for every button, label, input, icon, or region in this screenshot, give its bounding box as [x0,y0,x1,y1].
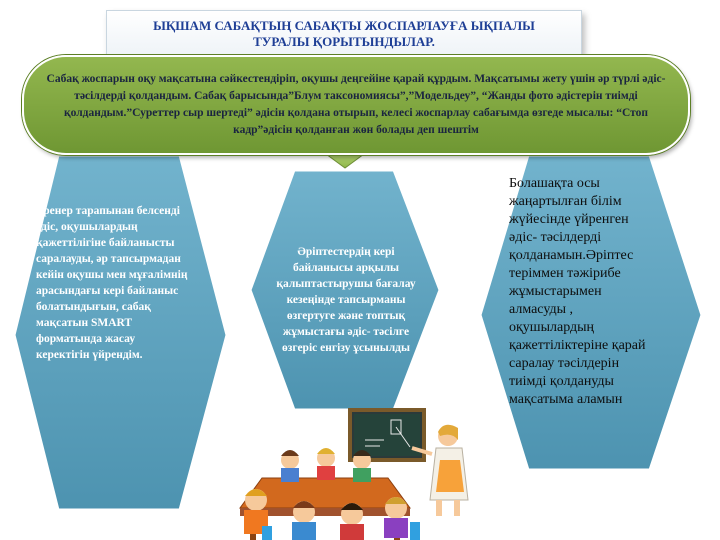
title-banner [106,10,582,58]
page-title [134,18,554,50]
classroom-illustration [240,410,468,540]
hexagon-left-text: Тренер тарапынан белсенді әдіс, оқушылардың қажеттілігіне байланысты саралауды, әр тапсырмадан кейін оқушы мен мұғалімнің арасындағы кері байланыс болатындығын, сабақ мақсатын SMART форматында жасау керектігін үйрендім. [36,205,188,361]
title-line-2: ТУРАЛЫ ҚОРЫТЫНДЫЛАР. [253,34,435,49]
summary-text: Сабақ жоспарын оқу мақсатына сәйкестендіріп, оқушы деңгейіне қарай құрдым. Мақсатымы жету үшін әр түрлі әдіс-тәсілдерді қолдандым. Сабақ барысында”Блум таксономиясы”,”Модельдеу”, “Жанды фото әдістерін тиімді қолдандым.”Суреттер сыр шертеді” әдісін қолдана отырып, келесі жоспарлау сабағымда өзгеде мысалы: “Стоп кадр”әдісін қолданған жөн болады деп шештім [46,73,666,136]
hexagon-middle-text: Әріптестердің кері байланысы арқылы қалыптастырушы бағалау кезеңінде тапсырманы өзгертуге және топтық жұмыстағы әдіс- тәсілге өзгеріс енгізу ұсынылды [276,246,416,354]
hexagon-right-text: Болашақта осы жаңартылған білім жүйесінде үйренген әдіс- тәсілдерді қолданамын.Әріптес теріммен тәжірибе жұмыстарымен алмасуды , оқушылардың қажеттіліктеріне қарай саралау тәсілдерін тиімді қолдануды мақсатыма аламын [509,176,646,407]
title-line-1: ЫҚШАМ САБАҚТЫҢ САБАҚТЫ ЖОСПАРЛАУҒА ЫҚПАЛЫ [153,18,535,33]
summary-panel [22,55,690,155]
